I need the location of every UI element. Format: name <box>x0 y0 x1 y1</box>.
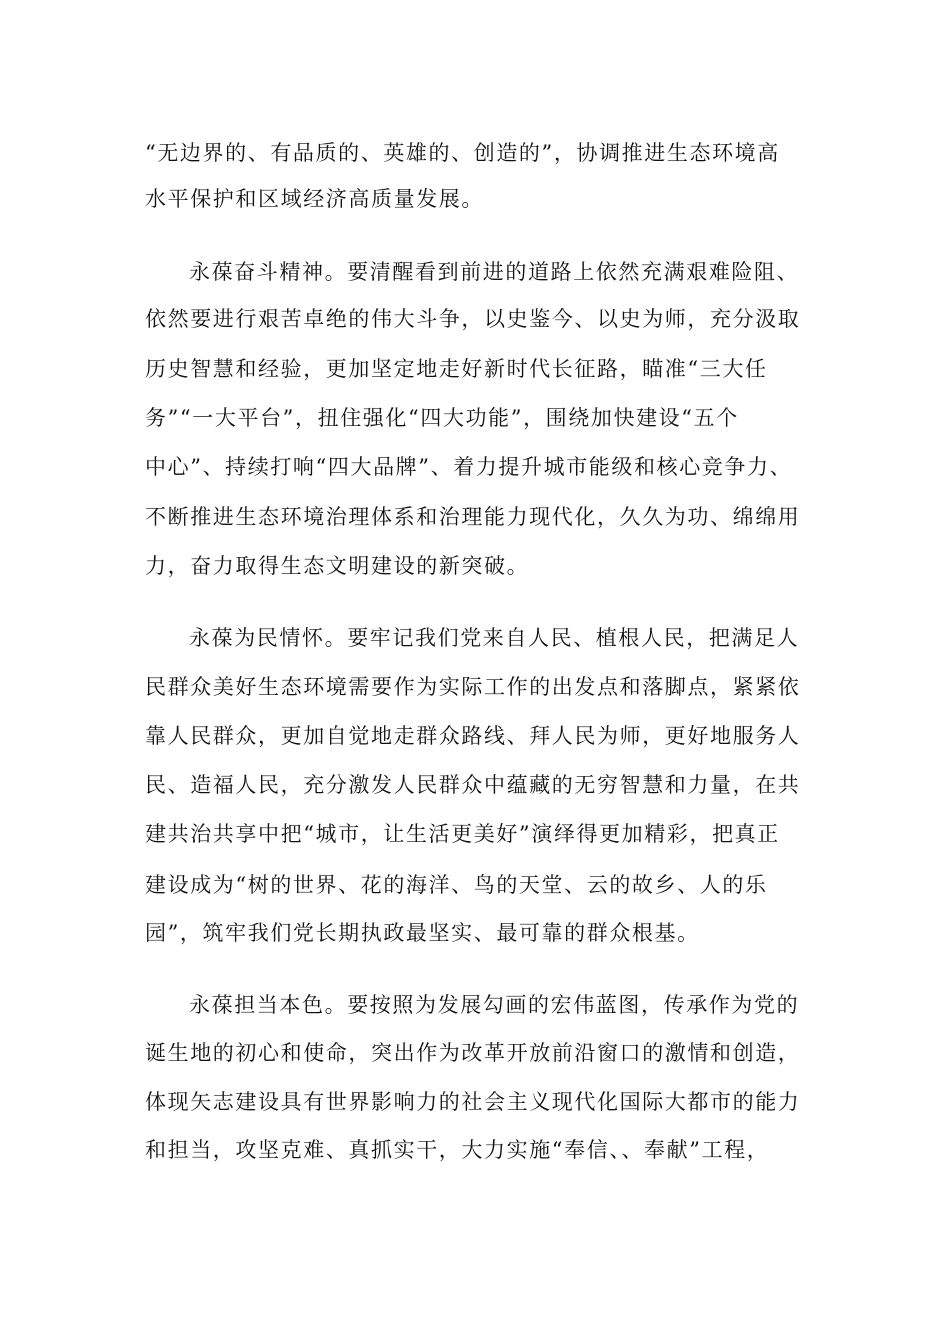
paragraph-line: 和担当，攻坚克难、真抓实干，大力实施“奉信、、奉献”工程， <box>145 1138 770 1162</box>
paragraph-line: 务”“一大平台”，扭住强化“四大功能”，围绕加快建设“五个 <box>145 406 739 430</box>
paragraph-line: 中心”、持续打响“四大品牌”、着力提升城市能级和核心竞争力、 <box>145 455 793 479</box>
paragraph-line: 永葆为民情怀。要牢记我们党来自人民、植根人民，把满足人 <box>189 626 800 650</box>
paragraph-line: 依然要进行艰苦卓绝的伟大斗争，以史鉴今、以史为师，充分汲取 <box>145 307 801 331</box>
paragraph-line: 历史智慧和经验，更加坚定地走好新时代长征路，瞄准“三大任 <box>145 357 768 381</box>
paragraph-line: 靠人民群众，更加自觉地走群众路线、拜人民为师，更好地服务人 <box>145 724 801 748</box>
paragraph-line: “无边界的、有品质的、英雄的、创造的”，协调推进生态环境高 <box>145 141 780 165</box>
paragraph-line: 力，奋力取得生态文明建设的新突破。 <box>145 554 530 578</box>
paragraph-line: 民群众美好生态环境需要作为实际工作的出发点和落脚点，紧紧依 <box>145 675 801 699</box>
paragraph-line: 建设成为“树的世界、花的海洋、鸟的天堂、云的故乡、人的乐 <box>145 873 768 897</box>
paragraph-line: 不断推进生态环境治理体系和治理能力现代化，久久为功、绵绵用 <box>145 505 801 529</box>
paragraph-line: 永葆担当本色。要按照为发展勾画的宏伟蓝图，传承作为党的 <box>189 993 800 1017</box>
paragraph-line: 民、造福人民，充分激发人民群众中蕴藏的无穷智慧和力量，在共 <box>145 773 801 797</box>
paragraph-line: 永葆奋斗精神。要清醒看到前进的道路上依然充满艰难险阻、 <box>189 260 800 284</box>
paragraph-line: 建共治共享中把“城市，让生活更美好”演绎得更加精彩，把真正 <box>145 822 780 846</box>
paragraph-line: 园”，筑牢我们党长期执政最坚实、最可靠的群众根基。 <box>145 921 700 945</box>
paragraph-line: 诞生地的初心和使命，突出作为改革开放前沿窗口的激情和创造， <box>145 1041 801 1065</box>
paragraph-line: 水平保护和区域经济高质量发展。 <box>145 187 484 211</box>
paragraph-line: 体现矢志建设具有世界影响力的社会主义现代化国际大都市的能力 <box>145 1090 801 1114</box>
